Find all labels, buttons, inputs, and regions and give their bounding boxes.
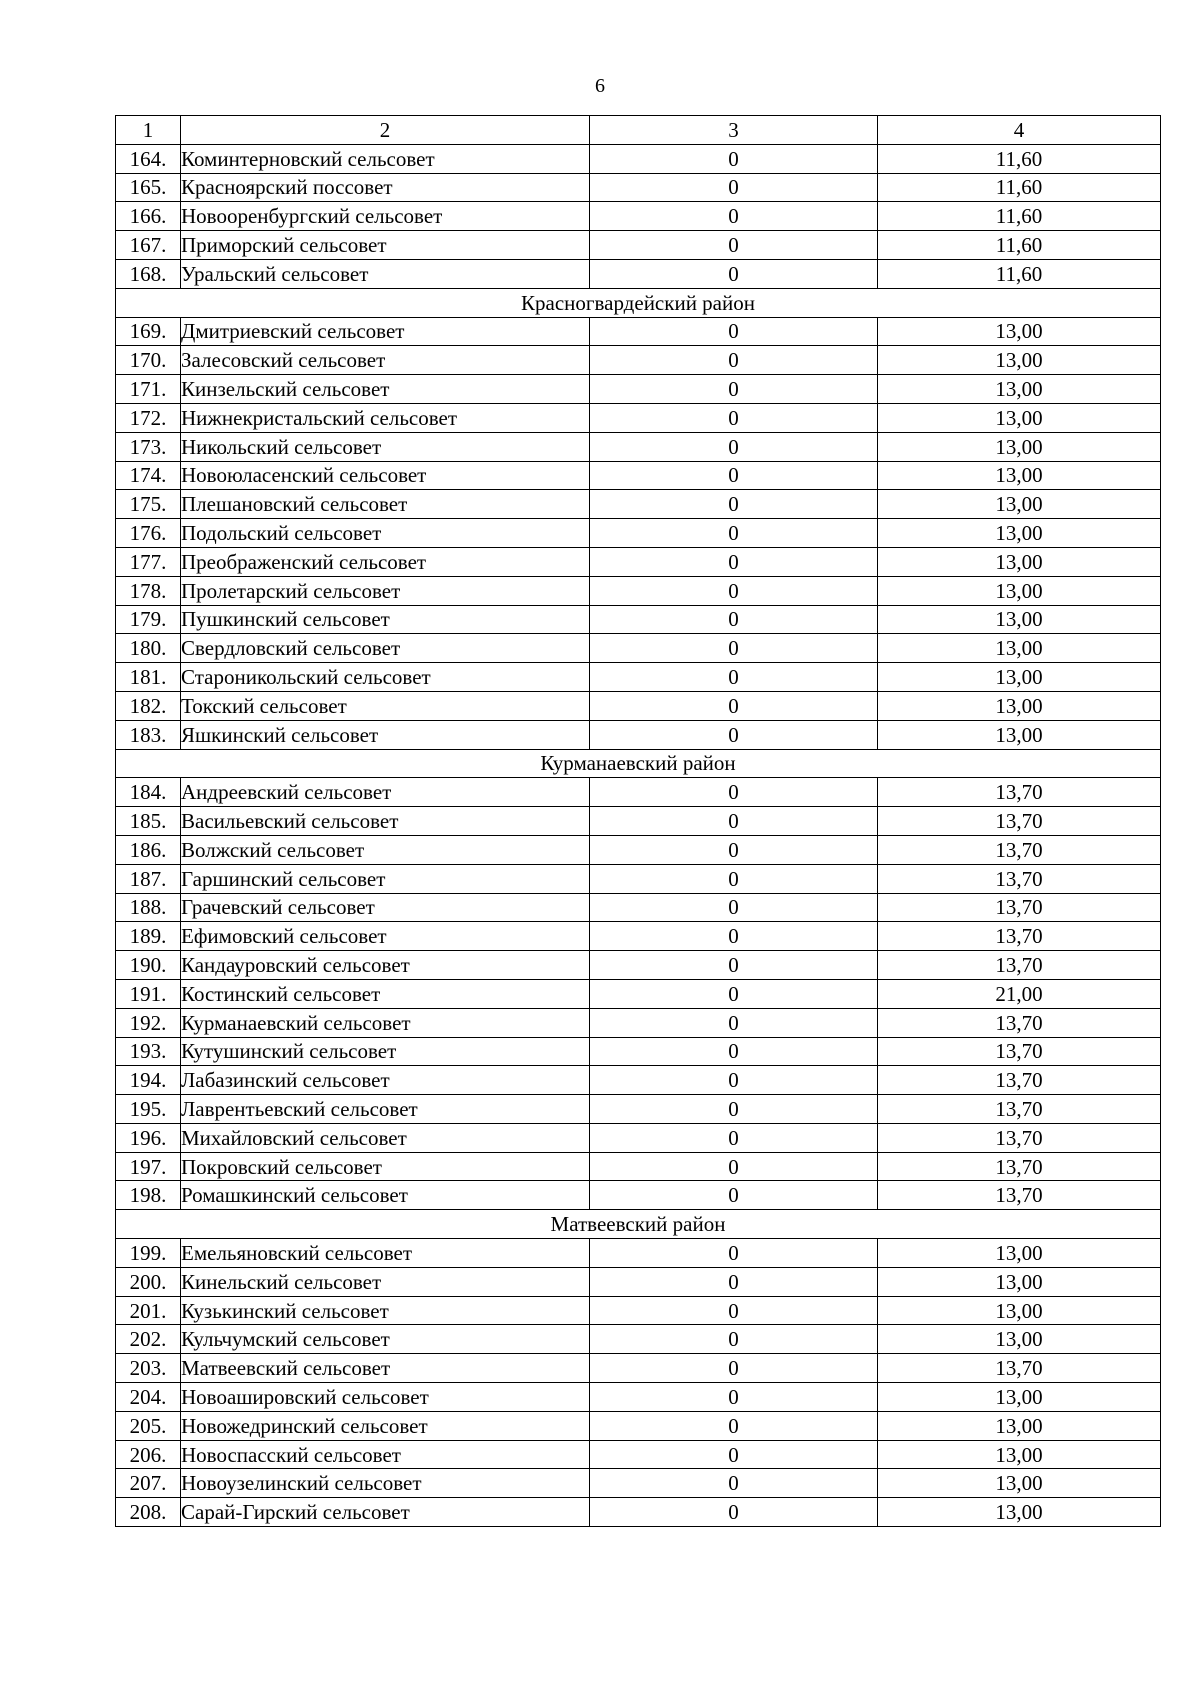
row-number: 191.: [116, 979, 181, 1008]
row-number: 166.: [116, 202, 181, 231]
column-4-value: 13,00: [878, 317, 1161, 346]
row-number: 188.: [116, 893, 181, 922]
row-number: 182.: [116, 691, 181, 720]
column-3-value: 0: [590, 634, 878, 663]
row-number: 168.: [116, 259, 181, 288]
district-title: Красногвардейский район: [116, 288, 1161, 317]
row-number: 196.: [116, 1123, 181, 1152]
column-4-value: 13,70: [878, 922, 1161, 951]
column-3-value: 0: [590, 259, 878, 288]
settlement-name: Никольский сельсовет: [181, 432, 590, 461]
settlement-name: Нижнекристальский сельсовет: [181, 403, 590, 432]
table-row: [116, 375, 1161, 404]
column-3-value: 0: [590, 1095, 878, 1124]
row-number: 179.: [116, 605, 181, 634]
settlement-name: Гаршинский сельсовет: [181, 864, 590, 893]
row-number: 208.: [116, 1498, 181, 1527]
settlement-name: Сарай-Гирский сельсовет: [181, 1498, 590, 1527]
settlement-name: Кандауровский сельсовет: [181, 951, 590, 980]
column-4-value: 13,00: [878, 663, 1161, 692]
table-row: [116, 663, 1161, 692]
column-3-value: 0: [590, 835, 878, 864]
settlement-name: Дмитриевский сельсовет: [181, 317, 590, 346]
row-number: 175.: [116, 490, 181, 519]
column-4-value: 13,00: [878, 691, 1161, 720]
settlement-name: Новоузелинский сельсовет: [181, 1469, 590, 1498]
column-3-value: 0: [590, 1239, 878, 1268]
settlement-name: Васильевский сельсовет: [181, 807, 590, 836]
table-row: [116, 1152, 1161, 1181]
settlement-name: Андреевский сельсовет: [181, 778, 590, 807]
column-3-value: 0: [590, 720, 878, 749]
table-row: [116, 202, 1161, 231]
column-4-value: 13,70: [878, 807, 1161, 836]
column-4-value: 13,70: [878, 1181, 1161, 1210]
column-4-value: 13,70: [878, 893, 1161, 922]
row-number: 198.: [116, 1181, 181, 1210]
column-4-value: 13,70: [878, 1095, 1161, 1124]
table-row: [116, 1498, 1161, 1527]
settlement-name: Староникольский сельсовет: [181, 663, 590, 692]
table-row: [116, 1239, 1161, 1268]
settlement-name: Свердловский сельсовет: [181, 634, 590, 663]
table-row: [116, 144, 1161, 173]
settlement-name: Уральский сельсовет: [181, 259, 590, 288]
column-3-value: 0: [590, 1123, 878, 1152]
settlement-name: Новоашировский сельсовет: [181, 1383, 590, 1412]
row-number: 189.: [116, 922, 181, 951]
column-3-value: 0: [590, 317, 878, 346]
table-row: [116, 1440, 1161, 1469]
column-4-value: 11,60: [878, 231, 1161, 260]
table-row: [116, 1008, 1161, 1037]
row-number: 176.: [116, 519, 181, 548]
settlement-name: Покровский сельсовет: [181, 1152, 590, 1181]
column-4-value: 13,00: [878, 1296, 1161, 1325]
column-4-value: 13,00: [878, 375, 1161, 404]
column-4-value: 13,00: [878, 605, 1161, 634]
table-row: [116, 1066, 1161, 1095]
header-cell-3: 3: [590, 116, 878, 145]
column-3-value: 0: [590, 951, 878, 980]
column-3-value: 0: [590, 432, 878, 461]
row-number: 206.: [116, 1440, 181, 1469]
column-4-value: 13,70: [878, 1008, 1161, 1037]
column-3-value: 0: [590, 778, 878, 807]
settlement-name: Кинзельский сельсовет: [181, 375, 590, 404]
table-row: [116, 1123, 1161, 1152]
settlement-name: Пролетарский сельсовет: [181, 576, 590, 605]
row-number: 207.: [116, 1469, 181, 1498]
row-number: 170.: [116, 346, 181, 375]
column-4-value: 13,00: [878, 1411, 1161, 1440]
column-3-value: 0: [590, 375, 878, 404]
table-body: [116, 116, 1161, 1527]
settlement-name: Яшкинский сельсовет: [181, 720, 590, 749]
settlement-name: Михайловский сельсовет: [181, 1123, 590, 1152]
table-row: [116, 1383, 1161, 1412]
column-3-value: 0: [590, 691, 878, 720]
column-3-value: 0: [590, 490, 878, 519]
row-number: 174.: [116, 461, 181, 490]
settlement-name: Ромашкинский сельсовет: [181, 1181, 590, 1210]
column-3-value: 0: [590, 231, 878, 260]
table-row: [116, 720, 1161, 749]
row-number: 169.: [116, 317, 181, 346]
settlement-name: Кутушинский сельсовет: [181, 1037, 590, 1066]
row-number: 194.: [116, 1066, 181, 1095]
column-4-value: 13,00: [878, 461, 1161, 490]
column-4-value: 13,00: [878, 490, 1161, 519]
column-3-value: 0: [590, 1008, 878, 1037]
row-number: 203.: [116, 1354, 181, 1383]
column-3-value: 0: [590, 1037, 878, 1066]
row-number: 187.: [116, 864, 181, 893]
table-row: [116, 1267, 1161, 1296]
table-row: [116, 547, 1161, 576]
district-title: Курманаевский район: [116, 749, 1161, 778]
table-row: [116, 1469, 1161, 1498]
header-cell-4: 4: [878, 116, 1161, 145]
row-number: 190.: [116, 951, 181, 980]
column-4-value: 11,60: [878, 173, 1161, 202]
table-row: [116, 231, 1161, 260]
table-row: [116, 691, 1161, 720]
settlement-name: Подольский сельсовет: [181, 519, 590, 548]
settlement-name: Ефимовский сельсовет: [181, 922, 590, 951]
row-number: 200.: [116, 1267, 181, 1296]
table-row: [116, 1095, 1161, 1124]
data-table: [115, 115, 1161, 1527]
settlement-name: Новоюласенский сельсовет: [181, 461, 590, 490]
settlement-name: Волжский сельсовет: [181, 835, 590, 864]
settlement-name: Новожедринский сельсовет: [181, 1411, 590, 1440]
column-3-value: 0: [590, 173, 878, 202]
column-3-value: 0: [590, 1498, 878, 1527]
table-row: [116, 778, 1161, 807]
column-3-value: 0: [590, 1181, 878, 1210]
column-3-value: 0: [590, 461, 878, 490]
column-4-value: 13,00: [878, 634, 1161, 663]
table-row: [116, 576, 1161, 605]
row-number: 185.: [116, 807, 181, 836]
table-row: [116, 922, 1161, 951]
column-4-value: 13,70: [878, 1066, 1161, 1095]
column-3-value: 0: [590, 1354, 878, 1383]
column-4-value: 13,00: [878, 1239, 1161, 1268]
row-number: 167.: [116, 231, 181, 260]
column-3-value: 0: [590, 1152, 878, 1181]
settlement-name: Матвеевский сельсовет: [181, 1354, 590, 1383]
row-number: 173.: [116, 432, 181, 461]
table-row: [116, 403, 1161, 432]
settlement-name: Токский сельсовет: [181, 691, 590, 720]
column-4-value: 13,70: [878, 1152, 1161, 1181]
district-group-row: [116, 749, 1161, 778]
table-row: [116, 1411, 1161, 1440]
settlement-name: Лаврентьевский сельсовет: [181, 1095, 590, 1124]
table-row: [116, 951, 1161, 980]
column-4-value: 13,70: [878, 1123, 1161, 1152]
column-4-value: 13,70: [878, 1354, 1161, 1383]
settlement-name: Курманаевский сельсовет: [181, 1008, 590, 1037]
column-3-value: 0: [590, 1469, 878, 1498]
district-title: Матвеевский район: [116, 1210, 1161, 1239]
row-number: 165.: [116, 173, 181, 202]
table-row: [116, 173, 1161, 202]
column-4-value: 13,70: [878, 778, 1161, 807]
column-4-value: 11,60: [878, 144, 1161, 173]
row-number: 197.: [116, 1152, 181, 1181]
column-3-value: 0: [590, 1383, 878, 1412]
table-row: [116, 1354, 1161, 1383]
column-4-value: 13,70: [878, 1037, 1161, 1066]
row-number: 164.: [116, 144, 181, 173]
table-row: [116, 1325, 1161, 1354]
column-3-value: 0: [590, 922, 878, 951]
column-4-value: 13,00: [878, 720, 1161, 749]
column-3-value: 0: [590, 403, 878, 432]
column-3-value: 0: [590, 547, 878, 576]
table-row: [116, 432, 1161, 461]
column-4-value: 13,00: [878, 576, 1161, 605]
table-row: [116, 893, 1161, 922]
settlement-name: Новоспасский сельсовет: [181, 1440, 590, 1469]
header-cell-2: 2: [181, 116, 590, 145]
table-row: [116, 634, 1161, 663]
column-3-value: 0: [590, 576, 878, 605]
column-3-value: 0: [590, 1267, 878, 1296]
column-3-value: 0: [590, 605, 878, 634]
table-row: [116, 1296, 1161, 1325]
column-4-value: 13,00: [878, 1440, 1161, 1469]
column-4-value: 13,00: [878, 1469, 1161, 1498]
settlement-name: Преображенский сельсовет: [181, 547, 590, 576]
column-3-value: 0: [590, 1411, 878, 1440]
row-number: 195.: [116, 1095, 181, 1124]
column-4-value: 13,00: [878, 1325, 1161, 1354]
column-4-value: 13,00: [878, 1267, 1161, 1296]
district-group-row: [116, 288, 1161, 317]
column-4-value: 13,70: [878, 951, 1161, 980]
settlement-name: Красноярский поссовет: [181, 173, 590, 202]
row-number: 186.: [116, 835, 181, 864]
column-4-value: 13,00: [878, 432, 1161, 461]
column-3-value: 0: [590, 346, 878, 375]
table-row: [116, 807, 1161, 836]
page-number: 6: [595, 75, 605, 97]
settlement-name: Приморский сельсовет: [181, 231, 590, 260]
table-row: [116, 461, 1161, 490]
column-4-value: 21,00: [878, 979, 1161, 1008]
column-4-value: 13,00: [878, 346, 1161, 375]
column-4-value: 13,00: [878, 1383, 1161, 1412]
column-4-value: 13,00: [878, 403, 1161, 432]
row-number: 172.: [116, 403, 181, 432]
settlement-name: Кульчумский сельсовет: [181, 1325, 590, 1354]
settlement-name: Залесовский сельсовет: [181, 346, 590, 375]
settlement-name: Лабазинский сельсовет: [181, 1066, 590, 1095]
row-number: 180.: [116, 634, 181, 663]
settlement-name: Пушкинский сельсовет: [181, 605, 590, 634]
column-3-value: 0: [590, 864, 878, 893]
column-4-value: 13,70: [878, 864, 1161, 893]
settlement-name: Грачевский сельсовет: [181, 893, 590, 922]
row-number: 178.: [116, 576, 181, 605]
row-number: 202.: [116, 1325, 181, 1354]
column-4-value: 13,00: [878, 1498, 1161, 1527]
header-cell-1: 1: [116, 116, 181, 145]
row-number: 183.: [116, 720, 181, 749]
table-row: [116, 346, 1161, 375]
column-4-value: 11,60: [878, 259, 1161, 288]
column-4-value: 13,70: [878, 835, 1161, 864]
row-number: 205.: [116, 1411, 181, 1440]
table-row: [116, 490, 1161, 519]
row-number: 171.: [116, 375, 181, 404]
column-3-value: 0: [590, 807, 878, 836]
column-3-value: 0: [590, 663, 878, 692]
settlement-name: Кузькинский сельсовет: [181, 1296, 590, 1325]
settlement-name: Костинский сельсовет: [181, 979, 590, 1008]
table-header-row: [116, 116, 1161, 145]
column-3-value: 0: [590, 1440, 878, 1469]
row-number: 192.: [116, 1008, 181, 1037]
column-3-value: 0: [590, 1066, 878, 1095]
table-row: [116, 605, 1161, 634]
table-row: [116, 519, 1161, 548]
column-3-value: 0: [590, 893, 878, 922]
table-row: [116, 259, 1161, 288]
row-number: 193.: [116, 1037, 181, 1066]
column-4-value: 13,00: [878, 547, 1161, 576]
table-row: [116, 979, 1161, 1008]
row-number: 201.: [116, 1296, 181, 1325]
column-3-value: 0: [590, 519, 878, 548]
table-row: [116, 1181, 1161, 1210]
column-3-value: 0: [590, 1296, 878, 1325]
column-3-value: 0: [590, 979, 878, 1008]
column-4-value: 11,60: [878, 202, 1161, 231]
table-row: [116, 317, 1161, 346]
district-group-row: [116, 1210, 1161, 1239]
settlement-name: Новооренбургский сельсовет: [181, 202, 590, 231]
settlement-name: Плешановский сельсовет: [181, 490, 590, 519]
settlement-name: Кинельский сельсовет: [181, 1267, 590, 1296]
row-number: 181.: [116, 663, 181, 692]
row-number: 199.: [116, 1239, 181, 1268]
column-3-value: 0: [590, 144, 878, 173]
row-number: 184.: [116, 778, 181, 807]
column-3-value: 0: [590, 202, 878, 231]
row-number: 177.: [116, 547, 181, 576]
column-3-value: 0: [590, 1325, 878, 1354]
table-row: [116, 864, 1161, 893]
table-row: [116, 1037, 1161, 1066]
column-4-value: 13,00: [878, 519, 1161, 548]
row-number: 204.: [116, 1383, 181, 1412]
table-row: [116, 835, 1161, 864]
settlement-name: Емельяновский сельсовет: [181, 1239, 590, 1268]
settlement-name: Коминтерновский сельсовет: [181, 144, 590, 173]
